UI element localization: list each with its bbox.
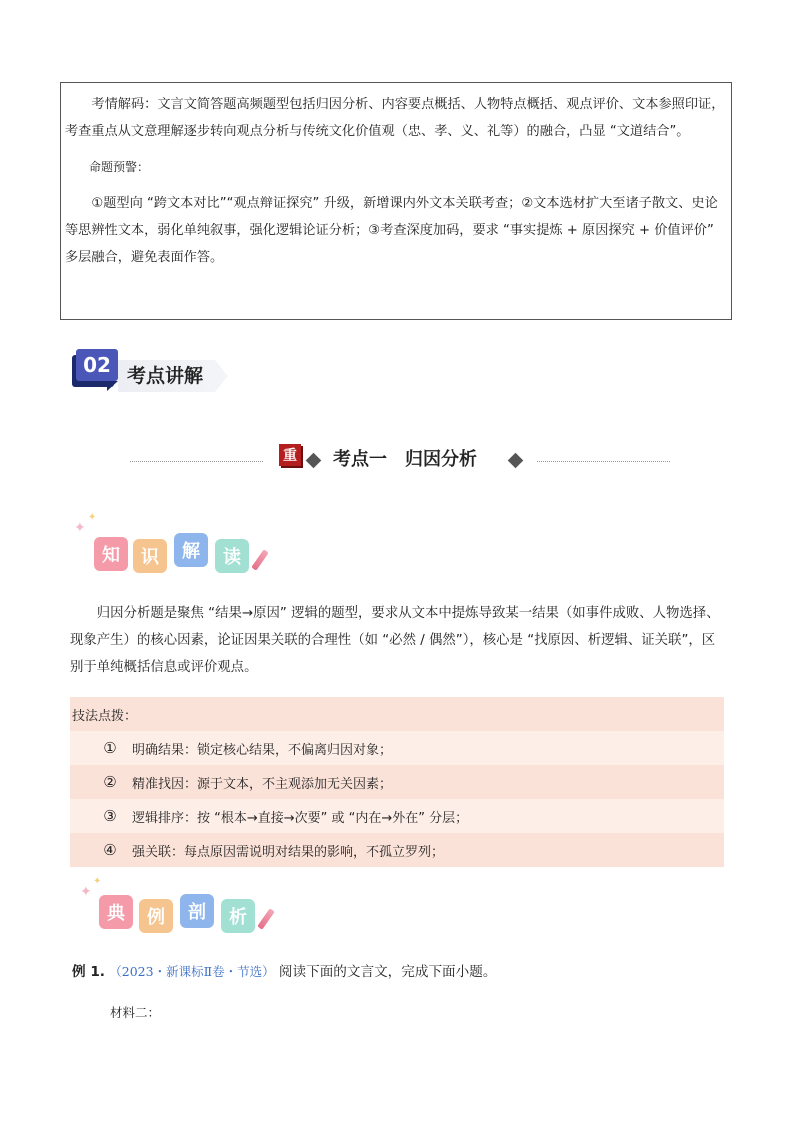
tips-row	[70, 765, 724, 799]
section-number-badge: 02	[76, 349, 118, 381]
left-dotted-divider	[130, 461, 263, 462]
tip-text: 明确结果：锁定核心结果，不偏离归因对象；	[132, 742, 393, 758]
right-dotted-divider	[537, 461, 670, 462]
warning-paragraph: ①题型向 “跨文本对比”“观点辩证探究” 升级，新增课内外文本关联考查；②文本选材扩大至诸子散文、史论等思辨性文本，弱化单纯叙事，强化逻辑论证分析；③考查深度加码，要求 “事实提炼 + 原因探究 + 价值评价” 多层融合，避免表面作答。	[65, 196, 718, 265]
key-point-title: 考点一 归因分析	[333, 449, 477, 470]
knowledge-paragraph-block	[70, 600, 724, 681]
tip-number: ④	[103, 841, 117, 859]
diamond-icon	[306, 453, 322, 469]
tips-row	[70, 833, 724, 867]
knowledge-tile: 识	[133, 539, 167, 573]
knowledge-tile: 解	[174, 533, 208, 567]
tip-number: ①	[103, 739, 117, 757]
example-source: （2023・新课标Ⅱ卷・节选）	[109, 964, 275, 979]
example-tile: 剖	[180, 894, 214, 928]
example-instruction: 阅读下面的文言文，完成下面小题。	[278, 964, 497, 980]
knowledge-tile: 知	[94, 537, 128, 571]
section-badge-tail	[107, 381, 118, 391]
tips-row	[70, 799, 724, 833]
warning-label: 命题预警：	[89, 160, 150, 174]
sparkle-icon: ✦	[80, 884, 92, 900]
example-line	[72, 962, 496, 982]
material-label: 材料二：	[110, 1005, 161, 1020]
example-tile: 典	[99, 895, 133, 929]
knowledge-paragraph: 归因分析题是聚焦 “结果→原因” 逻辑的题型，要求从文本中提炼导致某一结果（如事件成败、人物选择、现象产生）的核心因素，论证因果关联的合理性（如 “必然 / 偶然”），核心是 “找原因、析逻辑、证关联”，区别于单纯概括信息或评价观点。	[70, 606, 720, 675]
tips-label-row	[70, 697, 724, 731]
example-tile: 析	[221, 899, 255, 933]
key-badge: 重	[279, 444, 301, 466]
exam-analysis-paragraph: 考情解码：文言文简答题高频题型包括归因分析、内容要点概括、人物特点概括、观点评价、文本参照印证，考查重点从文意理解逐步转向观点分析与传统文化价值观（忠、孝、义、礼等）的融合，凸显 “文道结合”。	[65, 97, 725, 139]
tips-label: 技法点拨：	[72, 708, 138, 724]
knowledge-tile: 读	[215, 539, 249, 573]
section-title: 考点讲解	[127, 365, 204, 387]
example-tile: 例	[139, 899, 173, 933]
tip-text: 精准找因：源于文本，不主观添加无关因素；	[132, 776, 393, 792]
tips-table	[70, 697, 724, 867]
sparkle-icon: ✦	[93, 876, 102, 887]
tip-number: ②	[103, 773, 117, 791]
exam-analysis-box	[60, 82, 732, 320]
sparkle-icon: ✦	[88, 512, 97, 523]
tips-row	[70, 731, 724, 765]
tip-number: ③	[103, 807, 117, 825]
diamond-icon	[508, 453, 524, 469]
tip-text: 逻辑排序：按 “根本→直接→次要” 或 “内在→外在” 分层；	[132, 810, 469, 826]
tip-text: 强关联：每点原因需说明对结果的影响，不孤立罗列；	[132, 844, 445, 860]
sparkle-icon: ✦	[74, 520, 86, 536]
pencil-icon	[251, 549, 269, 570]
example-label: 例 1.	[72, 964, 105, 980]
pencil-icon	[257, 908, 275, 929]
